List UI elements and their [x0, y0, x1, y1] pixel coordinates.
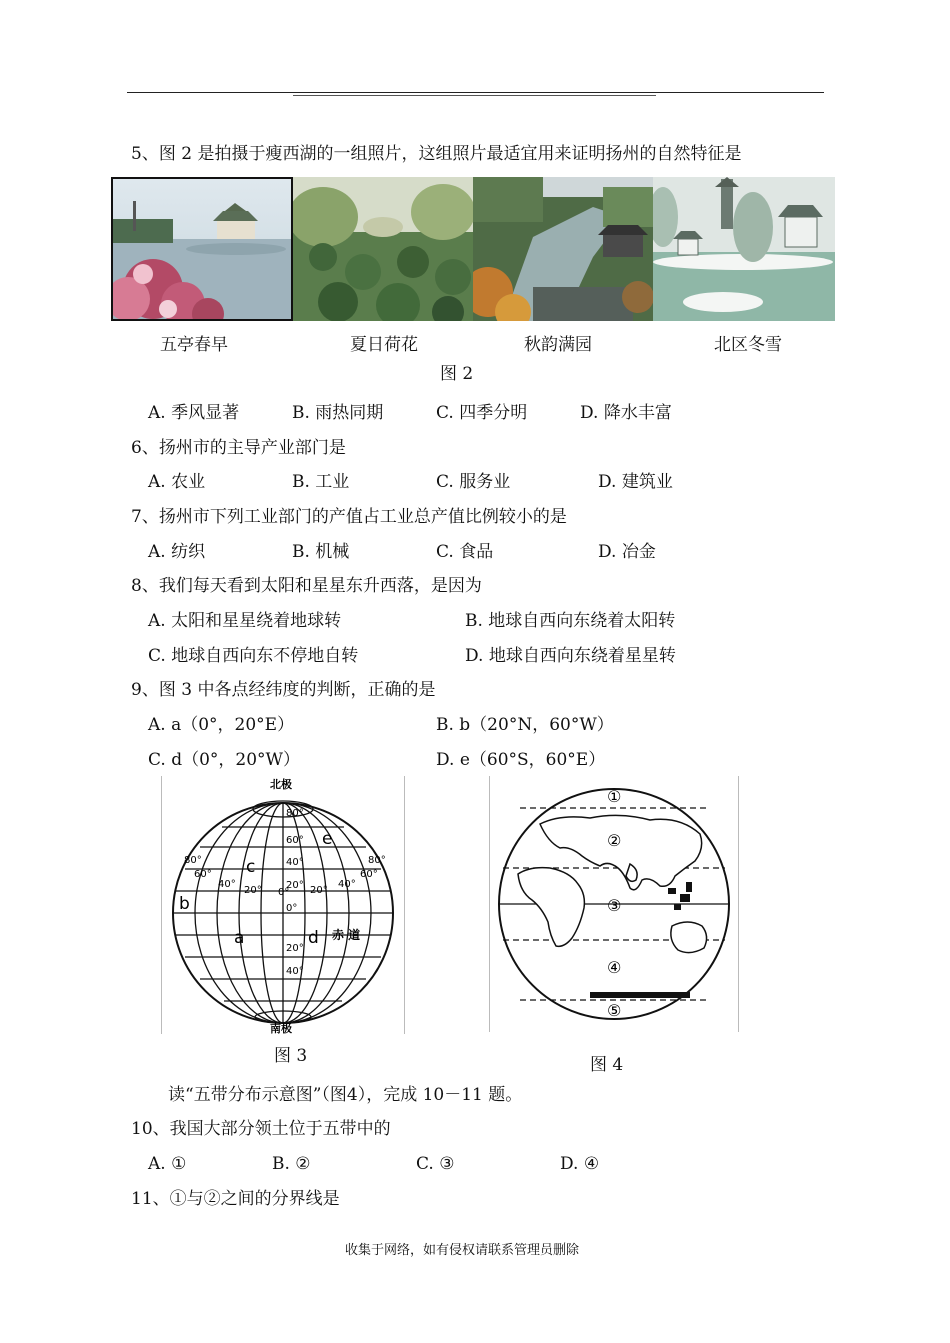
equator-label: 赤 道 — [332, 928, 361, 942]
header-rule — [127, 92, 824, 93]
q5-option-a[interactable]: A. 季风显著 — [148, 403, 240, 423]
photo-caption-4: 北区冬雪 — [714, 335, 782, 355]
q7-option-d[interactable]: D. 冶金 — [598, 542, 656, 562]
q7-option-c[interactable]: C. 食品 — [436, 542, 494, 562]
question-6: 6、扬州市的主导产业部门是 — [131, 438, 346, 458]
photo-autumn — [473, 177, 653, 321]
q9-option-d[interactable]: D. e（60°S，60°E） — [436, 750, 606, 770]
lat-label-40s: 40° — [286, 966, 304, 977]
zone-label-3: ③ — [607, 896, 622, 915]
figure-4-zones — [489, 776, 739, 1032]
q5-option-d[interactable]: D. 降水丰富 — [580, 403, 672, 423]
question-11: 11、①与②之间的分界线是 — [131, 1189, 340, 1209]
photo-caption-2: 夏日荷花 — [350, 335, 418, 355]
question-8: 8、我们每天看到太阳和星星东升西落，是因为 — [131, 576, 482, 596]
lon-label-80w: 80° — [184, 855, 202, 866]
lon-label-0: 0° — [278, 887, 290, 898]
q10-option-d[interactable]: D. ④ — [560, 1154, 600, 1174]
point-c: c — [246, 857, 256, 877]
lat-label-0: 0° — [286, 903, 298, 914]
figure-2-caption: 图 2 — [440, 364, 474, 384]
lon-label-80e: 80° — [368, 855, 386, 866]
figure-3-globe — [161, 776, 405, 1034]
q8-option-c[interactable]: C. 地球自西向东不停地自转 — [148, 646, 359, 666]
lat-label-20n: 20° — [286, 880, 304, 891]
lon-label-60e: 60° — [360, 869, 378, 880]
reading-instruction: 读“五带分布示意图”（图4），完成 10－11 题。 — [168, 1085, 523, 1105]
q6-option-c[interactable]: C. 服务业 — [436, 472, 511, 492]
figure-3-caption: 图 3 — [274, 1046, 308, 1066]
q10-option-a[interactable]: A. ① — [148, 1154, 187, 1174]
zone-label-5: ⑤ — [607, 1001, 622, 1020]
q10-option-c[interactable]: C. ③ — [416, 1154, 455, 1174]
lon-label-60w: 60° — [194, 869, 212, 880]
q5-option-b[interactable]: B. 雨热同期 — [292, 403, 384, 423]
question-7: 7、扬州市下列工业部门的产值占工业总产值比例较小的是 — [131, 507, 567, 527]
q6-option-b[interactable]: B. 工业 — [292, 472, 350, 492]
south-pole-label: 南极 — [270, 1022, 292, 1034]
north-pole-label: 北极 — [270, 778, 292, 791]
q7-option-a[interactable]: A. 纺织 — [148, 542, 206, 562]
q8-option-d[interactable]: D. 地球自西向东绕着星星转 — [465, 646, 676, 666]
q6-option-a[interactable]: A. 农业 — [148, 472, 206, 492]
lon-label-20e: 20° — [310, 885, 328, 896]
point-d: d — [308, 928, 319, 948]
header-subrule — [293, 95, 656, 96]
q9-option-b[interactable]: B. b（20°N，60°W） — [436, 715, 614, 735]
point-b: b — [179, 894, 190, 914]
photo-winter — [653, 177, 835, 321]
question-9: 9、图 3 中各点经纬度的判断，正确的是 — [131, 680, 436, 700]
q5-option-c[interactable]: C. 四季分明 — [436, 403, 528, 423]
q6-option-d[interactable]: D. 建筑业 — [598, 472, 673, 492]
zone-label-4: ④ — [607, 958, 622, 977]
q8-option-b[interactable]: B. 地球自西向东绕着太阳转 — [465, 611, 676, 631]
point-a: a — [234, 928, 245, 948]
lon-label-40e: 40° — [338, 879, 356, 890]
question-10: 10、我国大部分领土位于五带中的 — [131, 1119, 391, 1139]
point-e: e — [322, 829, 333, 849]
q9-option-c[interactable]: C. d（0°，20°W） — [148, 750, 301, 770]
lon-label-40w: 40° — [218, 879, 236, 890]
q8-option-a[interactable]: A. 太阳和星星绕着地球转 — [148, 611, 342, 631]
zone-label-2: ② — [607, 831, 622, 850]
figure-4-caption: 图 4 — [590, 1055, 624, 1075]
footer-note: 收集于网络，如有侵权请联系管理员删除 — [345, 1243, 580, 1258]
zone-label-1: ① — [607, 787, 622, 806]
lat-label-80n: 80° — [286, 808, 304, 819]
q10-option-b[interactable]: B. ② — [272, 1154, 311, 1174]
photo-caption-3: 秋韵满园 — [524, 335, 592, 355]
q9-option-a[interactable]: A. a（0°，20°E） — [148, 715, 295, 735]
photo-caption-1: 五亭春早 — [160, 335, 228, 355]
q7-option-b[interactable]: B. 机械 — [292, 542, 350, 562]
lat-label-60n: 60° — [286, 835, 304, 846]
photo-spring — [111, 177, 293, 321]
lon-label-20w: 20° — [244, 885, 262, 896]
question-5: 5、图 2 是拍摄于瘦西湖的一组照片，这组照片最适宜用来证明扬州的自然特征是 — [131, 144, 742, 164]
lat-label-20s: 20° — [286, 943, 304, 954]
photo-summer — [293, 177, 473, 321]
lat-label-40n: 40° — [286, 857, 304, 868]
